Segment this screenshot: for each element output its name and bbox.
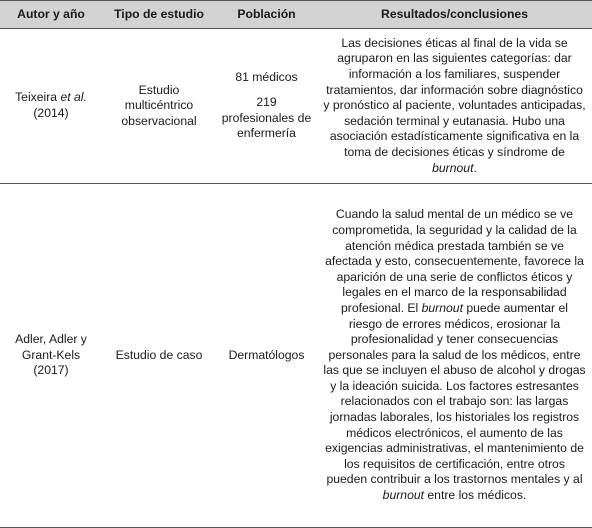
cell-population: Dermatólogos (216, 184, 317, 528)
header-author: Autor y año (0, 1, 102, 29)
cell-results (317, 184, 592, 528)
table-body (0, 29, 592, 528)
results-text-1: Cuando la salud mental de un médico se ve comprometida, la seguridad y la calidad de la atención médica prestada también se ve afectada y esto, consecuentemente, favorece la aparición de una serie de conflictos éticos y legales en el marco de la responsabilidad profesional. El (325, 207, 584, 315)
cell-population (216, 29, 317, 184)
cell-study-type: Estudio multicéntrico observacional (102, 29, 216, 184)
cell-author: Adler, Adler y Grant-Kels (2017) (0, 184, 102, 528)
results-burnout-1: burnout (421, 300, 463, 315)
results-text-2: puede aumentar el riesgo de errores médicos, erosionar la profesionalidad y tener consecuencias personales para la salud de los médicos, entre las que se incluyen el abuso de alcohol y drogas y la ideación suicida. Los factores estresantes relacionados con el trabajo son: las largas jornadas laborales, los historiales los registros médicos electrónicos, el aumento de las exigencias administrativas, el mantenimiento de los requisitos de certificación, entre otros pueden contribuir a los trastornos mentales y al (323, 300, 586, 487)
cell-author (0, 29, 102, 184)
author-etal: et al. (60, 90, 87, 105)
table-row (0, 184, 592, 528)
author-name: Teixeira (15, 90, 61, 105)
header-row (0, 1, 592, 29)
header-results: Resultados/conclusiones (317, 1, 592, 29)
results-burnout-2: burnout (382, 488, 425, 503)
header-population: Población (216, 1, 317, 29)
cell-results (317, 29, 592, 184)
cell-study-type: Estudio de caso (102, 184, 216, 528)
author-year: (2014) (33, 106, 69, 120)
table-header (0, 1, 592, 29)
results-burnout: burnout (432, 160, 474, 175)
header-study-type: Tipo de estudio (102, 1, 216, 29)
results-text-3: entre los médicos. (424, 488, 527, 503)
results-text: Las decisiones éticas al final de la vida se agruparon en las siguientes categorías: dar información a los familiares, suspender tratamientos, dar información sobre diagnóstico y pronóstico al paciente, voluntades anticipadas, sedación terminal y eutanasia. Hubo una asociación estadísticamente significativa en la toma de decisiones éticas y síndrome de (323, 35, 586, 159)
table-row (0, 29, 592, 184)
population-physicians: 81 médicos (235, 70, 298, 85)
results-period: . (473, 160, 477, 175)
population-nurses: 219 profesionales de enfermería (221, 94, 312, 141)
